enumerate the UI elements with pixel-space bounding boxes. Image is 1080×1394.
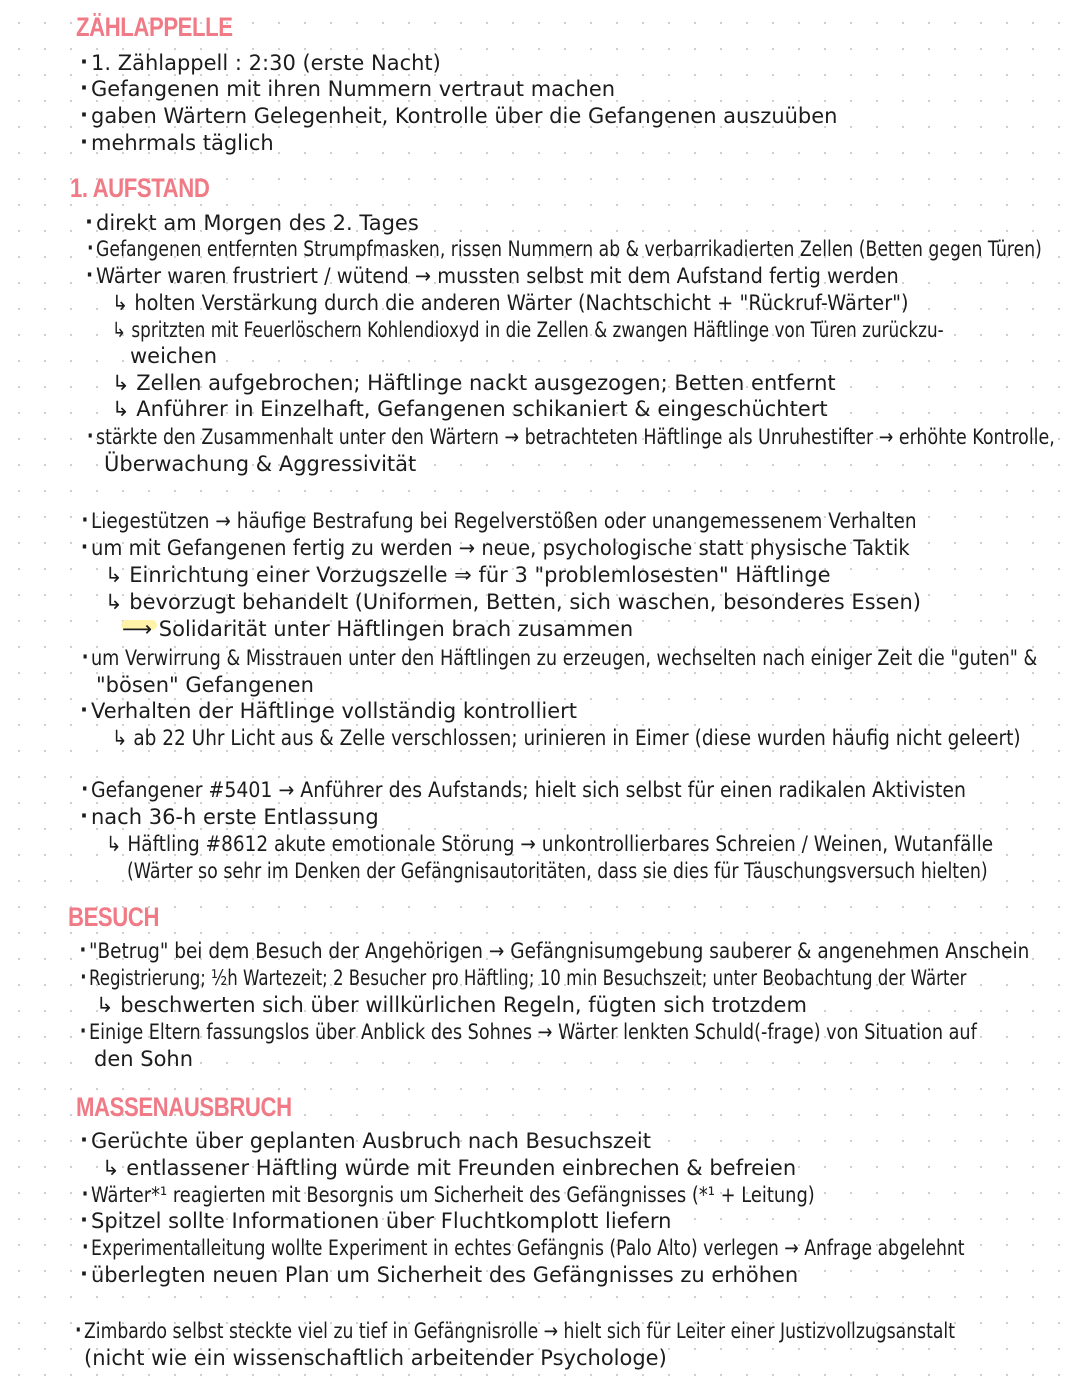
- note-line: · mehrmals täglich: [91, 130, 274, 156]
- note-line: · Gefangenen mit ihren Nummern vertraut machen: [91, 76, 615, 102]
- heading-aufstand: 1. AUFSTAND: [70, 173, 210, 203]
- note-line: · nach 36-h erste Entlassung: [91, 804, 379, 830]
- note-subline: ↳ Anführer in Einzelhaft, Gefangenen schikaniert & eingeschüchtert: [112, 397, 828, 421]
- note-subline: ↳ entlassener Häftling würde mit Freunden einbrechen & befreien: [102, 1156, 797, 1180]
- note-line: · Wärter*¹ reagierten mit Besorgnis um Sicherheit des Gefängnisses (*¹ + Leitung): [91, 1182, 815, 1208]
- note-line-cont: (nicht wie ein wissenschaftlich arbeitender Psychologe): [84, 1346, 667, 1370]
- note-line: · Wärter waren frustriert / wütend → mussten selbst mit dem Aufstand fertig werden: [96, 263, 899, 289]
- note-subline: ↳ beschwerten sich über willkürlichen Regeln, fügten sich trotzdem: [96, 993, 807, 1017]
- note-line: · Registrierung; ½h Wartezeit; 2 Besucher pro Häftling; 10 min Besuchszeit; unter Beobachtung der Wärter: [89, 965, 967, 991]
- note-line: · Einige Eltern fassungslos über Anblick des Sohnes → Wärter lenkten Schuld(-frage) von Situation auf: [89, 1019, 977, 1045]
- note-line: · um Verwirrung & Misstrauen unter den Häftlingen zu erzeugen, wechselten nach einiger Zeit die "guten" &: [91, 645, 1037, 671]
- note-line: · Gefangenen entfernten Strumpfmasken, rissen Nummern ab & verbarrikadierten Zellen (Betten gegen Türen): [96, 236, 1042, 262]
- note-subline: ↳ ab 22 Uhr Licht aus & Zelle verschlossen; urinieren in Eimer (diese wurden häufig nicht geleert): [112, 726, 1021, 750]
- note-line: · Experimentalleitung wollte Experiment in echtes Gefängnis (Palo Alto) verlegen → Anfrage abgelehnt: [91, 1235, 965, 1261]
- note-subline: ↳ bevorzugt behandelt (Uniformen, Betten, sich waschen, besonderes Essen): [105, 590, 921, 614]
- note-line: · stärkte den Zusammenhalt unter den Wärtern → betrachteten Häftlinge als Unruhestifter → erhöhte Kontrolle,: [96, 424, 1055, 450]
- note-line-cont: den Sohn: [94, 1047, 194, 1071]
- note-subline: ⟶ Solidarität unter Häftlingen brach zusammen: [122, 617, 634, 641]
- note-line: · Liegestützen → häufige Bestrafung bei Regelverstößen oder unangemessenem Verhalten: [91, 508, 917, 534]
- note-subline: weichen: [130, 344, 218, 368]
- note-line: · Spitzel sollte Informationen über Fluchtkomplott liefern: [91, 1208, 671, 1234]
- note-line: · 1. Zählappell : 2:30 (erste Nacht): [91, 50, 441, 76]
- note-subline: (Wärter so sehr im Denken der Gefängnisautoritäten, dass sie dies für Täuschungsversuch hielten): [127, 859, 988, 883]
- note-line: · überlegten neuen Plan um Sicherheit des Gefängnisses zu erhöhen: [91, 1262, 798, 1288]
- note-line: · gaben Wärtern Gelegenheit, Kontrolle über die Gefangenen auszuüben: [91, 103, 838, 129]
- note-line: · Zimbardo selbst steckte viel zu tief in Gefängnisrolle → hielt sich für Leiter einer Justizvollzugsanstalt: [84, 1318, 955, 1344]
- note-line: · Verhalten der Häftlinge vollständig kontrolliert: [91, 698, 577, 724]
- note-subline: ↳ Einrichtung einer Vorzugszelle ⇒ für 3 "problemlosesten" Häftlinge: [105, 563, 831, 587]
- note-line-cont: "bösen" Gefangenen: [96, 673, 314, 697]
- note-line: · um mit Gefangenen fertig zu werden → neue, psychologische statt physische Taktik: [91, 535, 910, 561]
- note-line: · Gefangener #5401 → Anführer des Aufstands; hielt sich selbst für einen radikalen Aktivisten: [91, 777, 966, 803]
- note-subline: ↳ spritzten mit Feuerlöschern Kohlendioxyd in die Zellen & zwangen Häftlinge von Türen zurückzu-: [112, 318, 944, 342]
- note-line: · direkt am Morgen des 2. Tages: [96, 210, 419, 236]
- note-subline: ↳ holten Verstärkung durch die anderen Wärter (Nachtschicht + "Rückruf-Wärter"): [112, 291, 909, 315]
- heading-zaehlappelle: ZÄHLAPPELLE: [76, 12, 233, 42]
- note-subline: ↳ Häftling #8612 akute emotionale Störung → unkontrollierbares Schreien / Weinen, Wutanfälle: [106, 832, 994, 856]
- note-line: · Gerüchte über geplanten Ausbruch nach Besuchszeit: [91, 1128, 651, 1154]
- note-line-cont: Überwachung & Aggressivität: [104, 452, 417, 476]
- note-subline: ↳ Zellen aufgebrochen; Häftlinge nackt ausgezogen; Betten entfernt: [112, 371, 836, 395]
- heading-besuch: BESUCH: [68, 902, 160, 932]
- heading-massenausbruch: MASSENAUSBRUCH: [76, 1092, 292, 1122]
- note-line: · "Betrug" bei dem Besuch der Angehörigen → Gefängnisumgebung sauberer & angenehmen Anschein: [89, 938, 1029, 964]
